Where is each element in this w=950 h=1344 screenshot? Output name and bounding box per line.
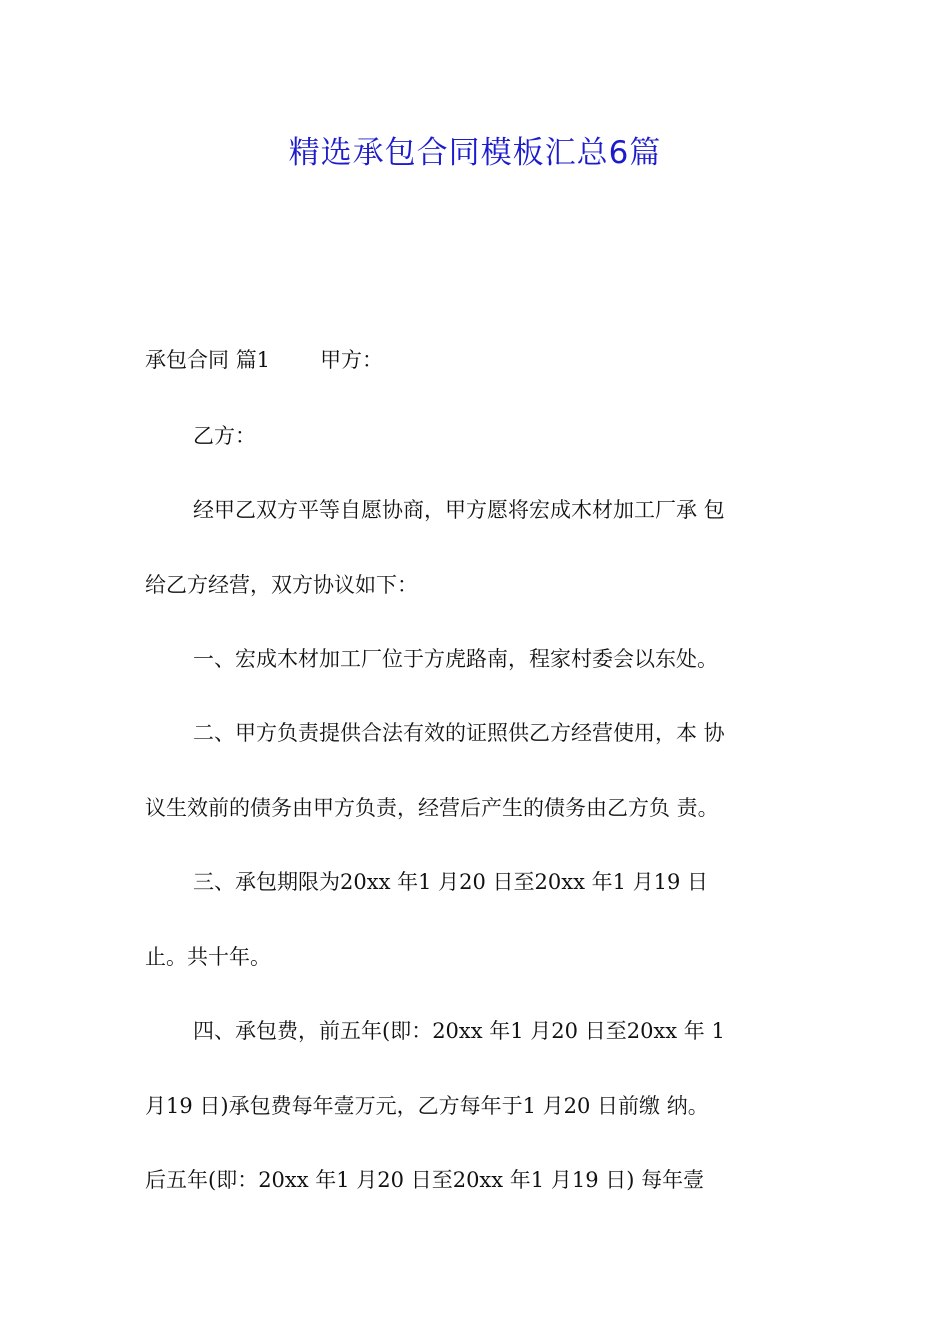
section-heading (145, 345, 810, 375)
clause-3: 三、承包期限为20xx 年1 月20 日至20xx 年1 月19 日 (193, 870, 709, 894)
paragraph-line: 经甲乙双方平等自愿协商，甲方愿将宏成木材加工厂承 包 (193, 498, 725, 522)
party-b-label: 乙方： (193, 424, 256, 448)
section-number: 篇1 (235, 348, 271, 372)
paragraph-line: 给乙方经营，双方协议如下： (145, 573, 418, 597)
clause-3-cont: 止。共十年。 (145, 945, 271, 969)
clause-1: 一、宏成木材加工厂位于方虎路南，程家村委会以东处。 (193, 647, 718, 671)
clause-2-cont: 议生效前的债务由甲方负责，经营后产生的债务由乙方负 责。 (145, 796, 719, 820)
document-title: 精选承包合同模板汇总6篇 (288, 135, 662, 171)
clause-4: 四、承包费，前五年(即：20xx 年1 月20 日至20xx 年 1 (193, 1019, 725, 1043)
party-a-label: 甲方： (320, 348, 384, 372)
clause-4-cont-2: 后五年(即：20xx 年1 月20 日至20xx 年1 月19 日) 每年壹 (145, 1168, 705, 1192)
clause-2: 二、甲方负责提供合法有效的证照供乙方经营使用，本 协 (193, 721, 725, 745)
clause-4-cont: 月19 日)承包费每年壹万元，乙方每年于1 月20 日前缴 纳。 (145, 1094, 709, 1118)
section-label: 承包合同 (145, 348, 229, 372)
